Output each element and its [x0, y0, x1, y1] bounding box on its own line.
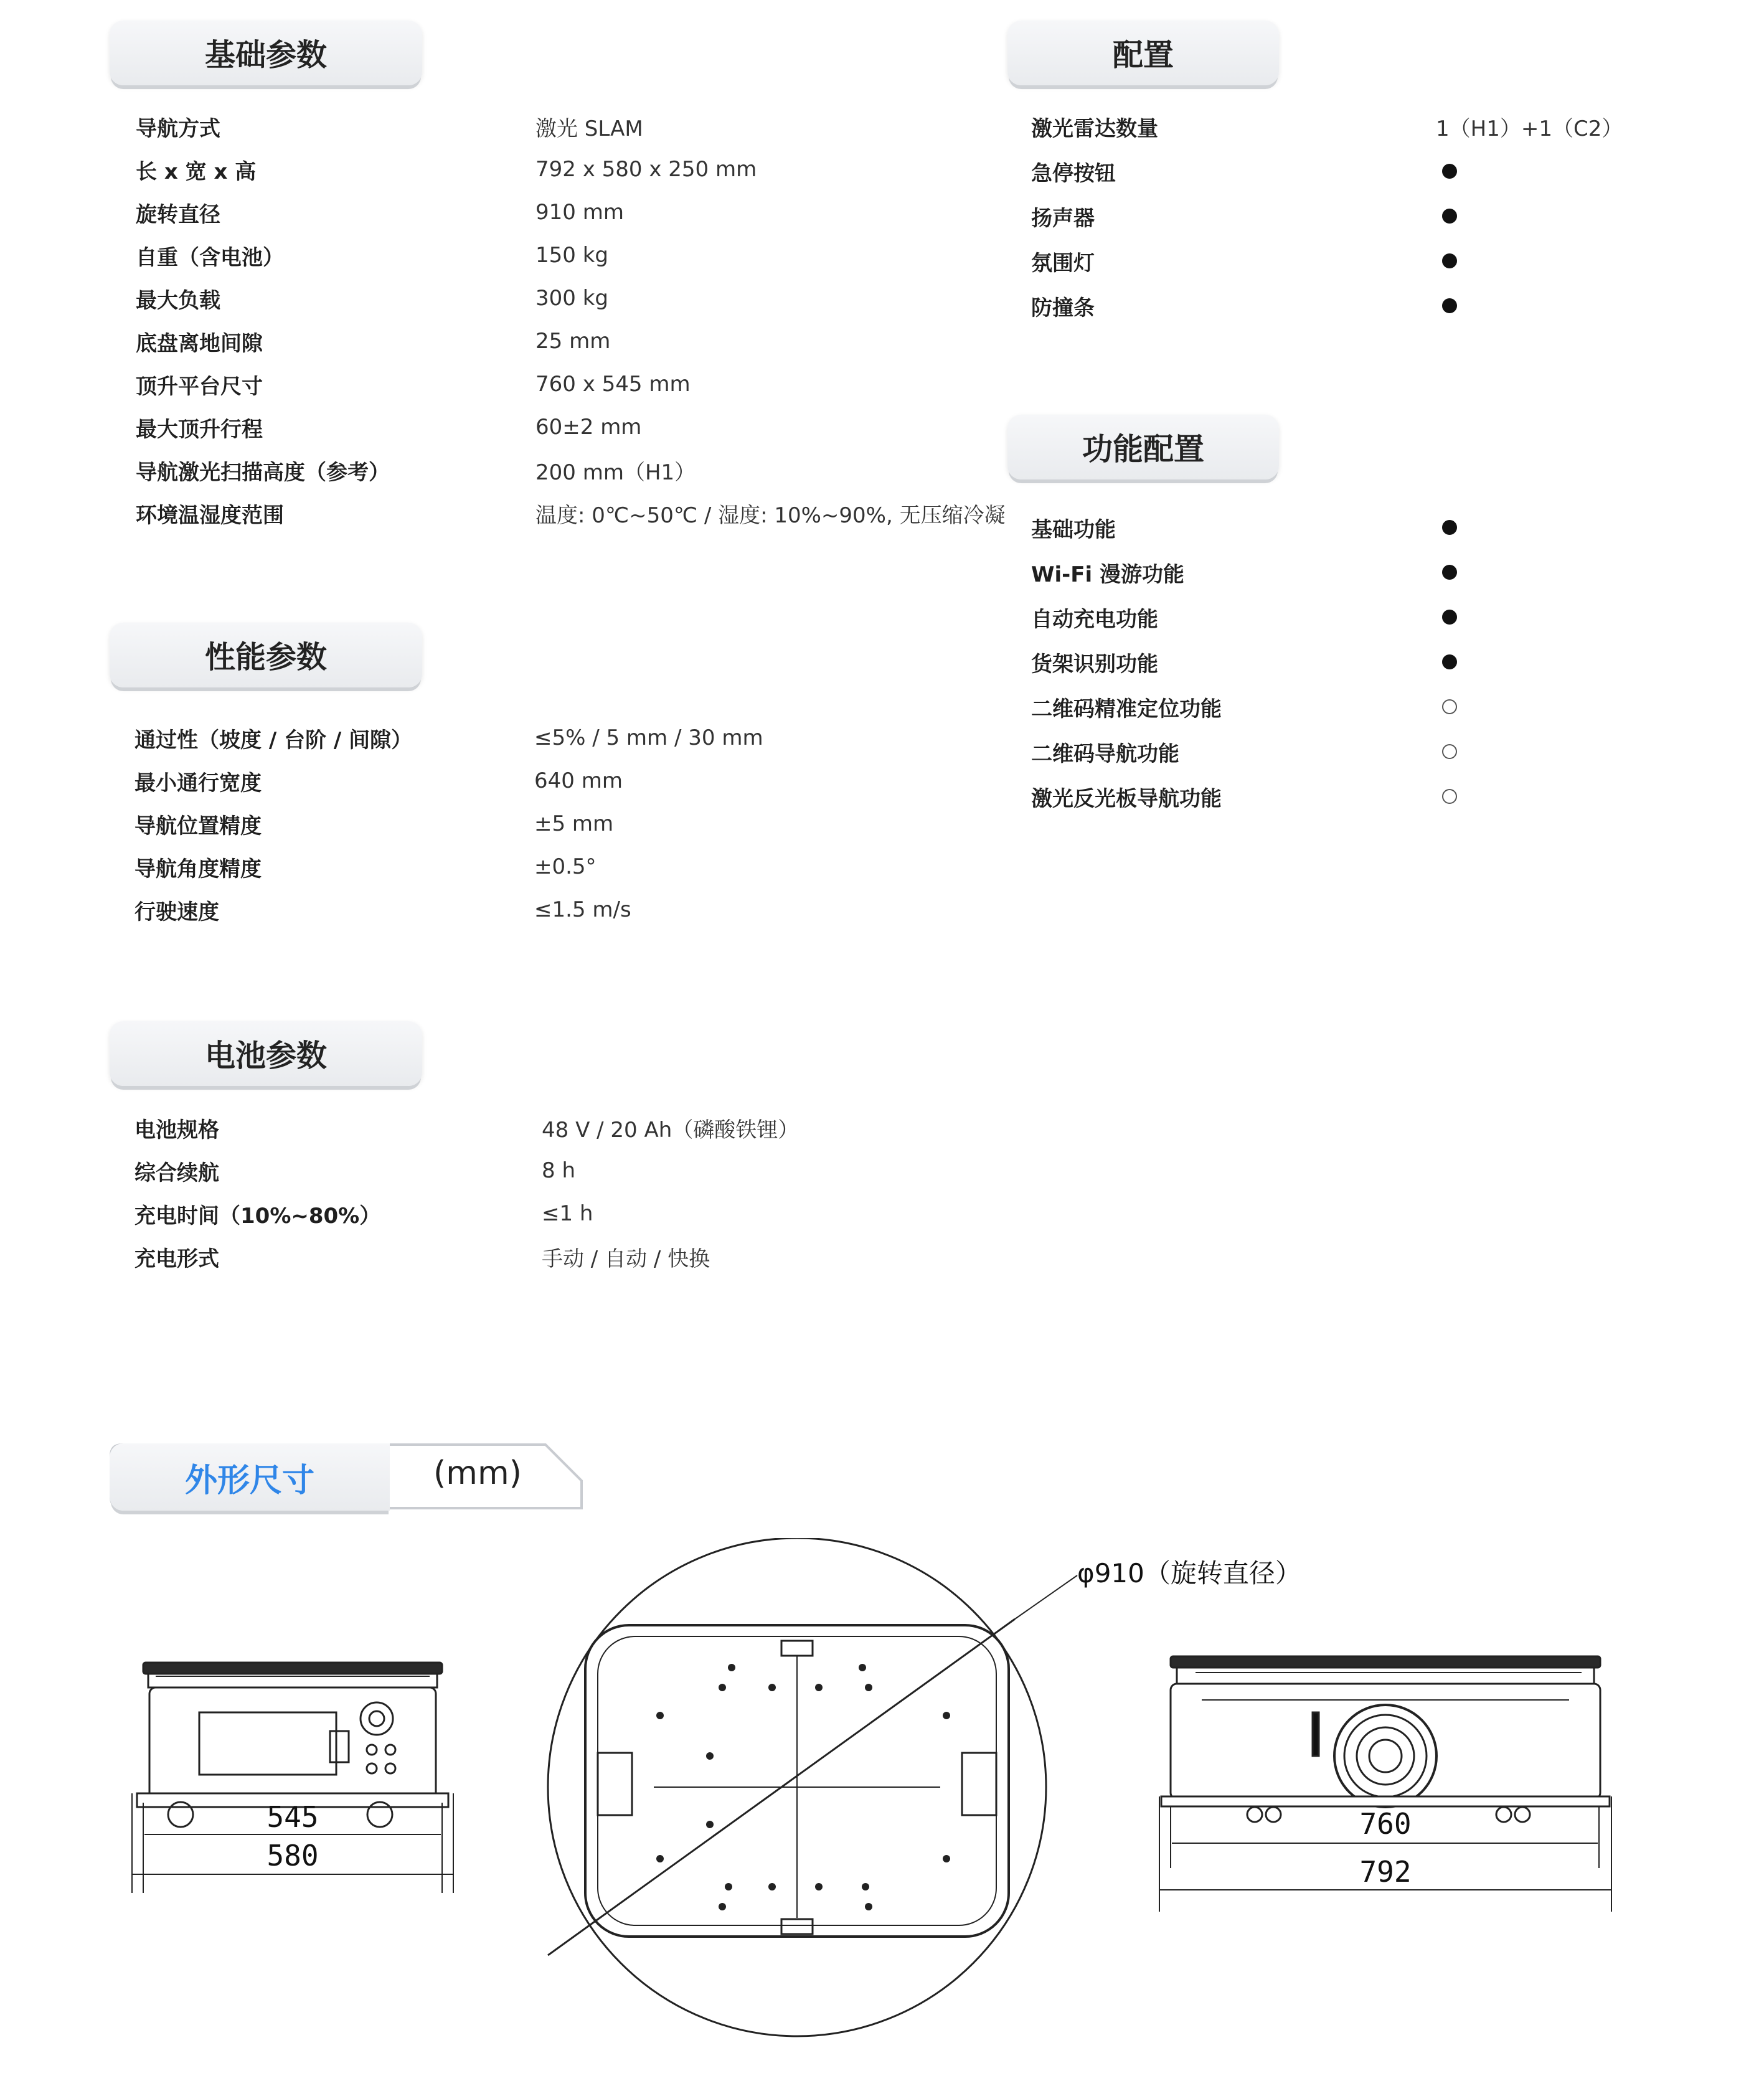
rotation-diameter-label: φ910（旋转直径）: [1077, 1558, 1301, 1588]
performance-params-header: 性能参数: [110, 623, 422, 687]
side-width-inner-label: 545: [266, 1800, 319, 1834]
filled-dot-icon: [1442, 164, 1457, 179]
battery-params-table: 电池规格 48 V / 20 Ah（磷酸铁锂） 综合续航 8 h 充电时间（10%~80%） ≤1 h 充电形式 手动 / 自动 / 快换: [134, 1117, 799, 1272]
filled-dot-icon: [1442, 298, 1457, 313]
config-header: 配置: [1007, 21, 1279, 85]
dimensions-header: [110, 1443, 583, 1513]
config-table: 激光雷达数量 1（H1）+1（C2） 急停按钮 扬声器 氛围灯 防撞条: [1031, 116, 1623, 321]
hollow-dot-icon: [1442, 744, 1457, 759]
front-view-drawing: [1158, 1644, 1619, 1918]
filled-dot-icon: [1442, 565, 1457, 580]
side-view-drawing: [131, 1644, 479, 1893]
front-length-outer-label: 792: [1359, 1855, 1412, 1889]
hollow-dot-icon: [1442, 699, 1457, 714]
battery-params-header: 电池参数: [110, 1021, 422, 1086]
top-view-drawing: [542, 1538, 1090, 2061]
filled-dot-icon: [1442, 209, 1457, 224]
front-length-inner-label: 760: [1359, 1807, 1412, 1841]
hollow-dot-icon: [1442, 789, 1457, 804]
filled-dot-icon: [1442, 654, 1457, 669]
filled-dot-icon: [1442, 520, 1457, 535]
dimensions-title: 外形尺寸: [110, 1443, 390, 1511]
function-config-header: 功能配置: [1007, 415, 1279, 479]
performance-params-table: 通过性（坡度 / 台阶 / 间隙） ≤5% / 5 mm / 30 mm 最小通行宽度 640 mm 导航位置精度 ±5 mm 导航角度精度 ±0.5° 行驶速度 ≤1.5 m/s: [134, 725, 763, 925]
function-config-table: 基础功能 Wi-Fi 漫游功能 自动充电功能 货架识别功能 二维码精准定位功能 二维码导航功能 激光反光板导航功能: [1031, 506, 1716, 829]
basic-params-header: 基础参数: [110, 21, 422, 85]
filled-dot-icon: [1442, 610, 1457, 625]
dimensions-unit: (mm): [433, 1455, 522, 1492]
side-width-outer-label: 580: [266, 1839, 319, 1872]
basic-params-table: 导航方式 激光 SLAM 长 x 宽 x 高 792 x 580 x 250 mm 旋转直径 910 mm 自重（含电池） 150 kg 最大负载 300 kg 底盘离地间隙 25 mm 顶升平台尺寸 760 x 545 mm 最大顶升行程 60±2 mm 导航激光扫描高度（参考） 200 mm（H1） 环境温湿度范围 温度: 0℃~50℃ / 湿度: 10%~90%, 无压缩冷凝: [136, 116, 1006, 528]
filled-dot-icon: [1442, 253, 1457, 268]
